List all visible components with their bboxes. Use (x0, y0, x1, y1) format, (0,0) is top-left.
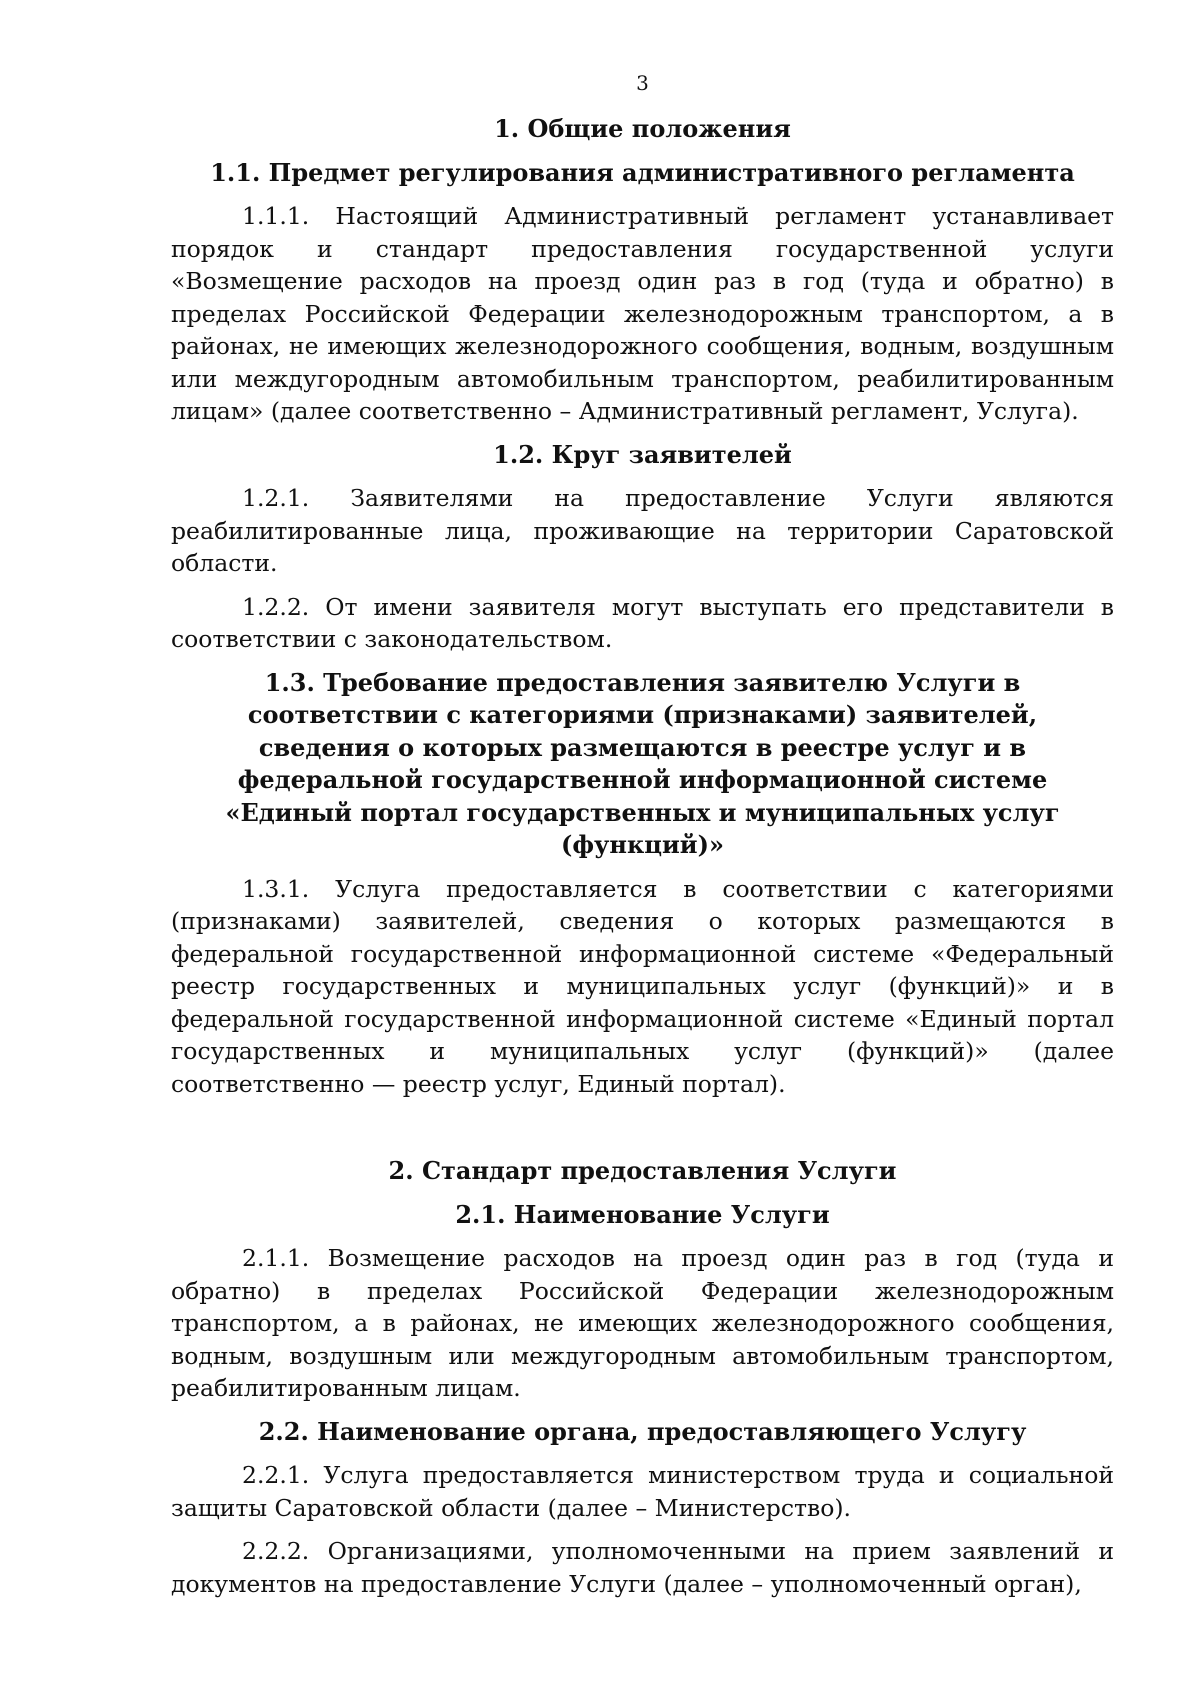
paragraph-1-3-1: 1.3.1. Услуга предоставляется в соответствии с категориями (признаками) заявителей, сведения о которых размещаются в федеральной государственной информационной системе «Федеральный реестр государственных и муниципальных услуг (функций)» и в федеральной государственной информационной системе «Единый портал государственных и муниципальных услуг (функций)» (далее соответственно — реестр услуг, Единый портал). (171, 874, 1114, 1098)
section-1-heading: 1. Общие положения (494, 114, 791, 143)
paragraph-2-2-2: 2.2.2. Организациями, уполномоченными на прием заявлений и документов на предоставление Услуги (далее – уполномоченный орган), (171, 1537, 1114, 1598)
document-body (171, 113, 1114, 1600)
section-2-heading: 2. Стандарт предоставления Услуги (388, 1156, 897, 1185)
page-number: 3 (636, 71, 649, 95)
paragraph-1-2-1: 1.2.1. Заявителями на предоставление Услуги являются реабилитированные лица, проживающие на территории Саратовской области. (171, 484, 1114, 577)
paragraph-2-2-1: 2.2.1. Услуга предоставляется министерством труда и социальной защиты Саратовской области (далее – Министерство). (171, 1461, 1114, 1522)
section-1-2-heading: 1.2. Круг заявителей (493, 439, 792, 469)
section-2-2-heading: 2.2. Наименование органа, предоставляющего Услугу (258, 1416, 1027, 1446)
paragraph-1-2-2: 1.2.2. От имени заявителя могут выступать его представители в соответствии с законодательством. (171, 592, 1114, 653)
section-2-1-heading: 2.1. Наименование Услуги (455, 1199, 830, 1229)
paragraph-2-1-1: 2.1.1. Возмещение расходов на проезд один раз в год (туда и обратно) в пределах Российской Федерации железнодорожным транспортом, а в районах, не имеющих железнодорожного сообщения, водным, воздушным или междугородным автомобильным транспортом, реабилитированным лицам. (171, 1244, 1114, 1402)
section-1-3-heading: 1.3. Требование предоставления заявителю Услуги в соответствии с категориями (признаками) заявителей, сведения о которых размещаются в реестре услуг и в федеральной государственной информационной системе «Единый портал государственных и муниципальных услуг (функций)» (225, 667, 1060, 859)
section-1-1-heading: 1.1. Предмет регулирования административного регламента (210, 157, 1075, 187)
paragraph-1-1-1: 1.1.1. Настоящий Административный регламент устанавливает порядок и стандарт предоставления государственной услуги «Возмещение расходов на проезд один раз в год (туда и обратно) в пределах Российской Федерации железнодорожным транспортом, а в районах, не имеющих железнодорожного сообщения, водным, воздушным или междугородным автомобильным транспортом, реабилитированным лицам» (далее соответственно – Административный регламент, Услуга). (171, 202, 1114, 425)
